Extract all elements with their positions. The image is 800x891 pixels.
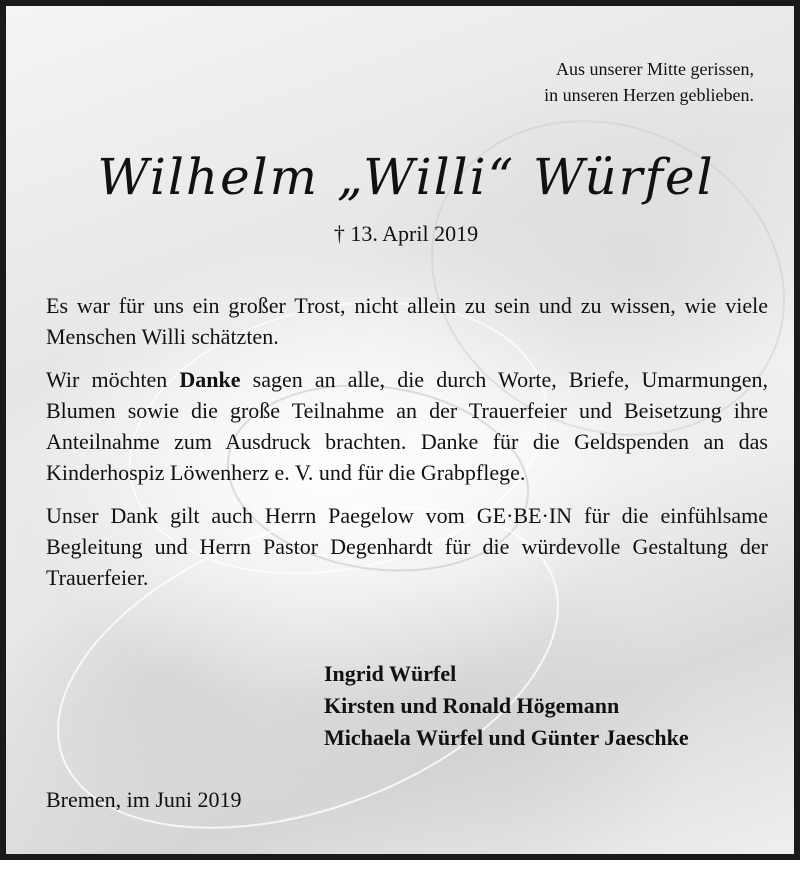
signer: Michaela Würfel und Günter Jaeschke	[324, 725, 689, 750]
death-date: † 13. April 2019	[333, 221, 479, 246]
paragraph	[46, 364, 768, 488]
paragraph-text: sagen an alle, die durch Worte, Briefe, Umarmungen, Blumen sowie die große Teilnahme an der Trauerfeier und Beisetzung ihre Anteilnahme zum Ausdruck brachten. Danke für die Geldspenden an das Kinderhospiz Löwenherz e. V. und für die Grabpflege.	[46, 367, 768, 485]
emphasis-danke: Danke	[179, 367, 241, 392]
signers	[324, 658, 689, 754]
paragraph: Unser Dank gilt auch Herrn Paegelow vom GE·BE·IN für die einfühlsame Begleitung und Herrn Pastor Degenhardt für die würdevolle Gestaltung der Trauerfeier.	[46, 503, 768, 590]
obituary-text	[46, 290, 768, 605]
signer: Kirsten und Ronald Högemann	[324, 693, 620, 718]
motto-line: Aus unserer Mitte gerissen,	[556, 59, 754, 79]
deceased-name: Wilhelm „Willi“ Würfel	[97, 148, 715, 206]
paragraph: Es war für uns ein großer Trost, nicht allein zu sein und zu wissen, wie viele Menschen Willi schätzten.	[46, 293, 768, 349]
motto	[544, 56, 754, 108]
paragraph-text: Wir möchten	[46, 367, 180, 392]
motto-line: in unseren Herzen geblieben.	[544, 85, 754, 105]
place-date: Bremen, im Juni 2019	[46, 787, 242, 812]
signer: Ingrid Würfel	[324, 661, 457, 686]
